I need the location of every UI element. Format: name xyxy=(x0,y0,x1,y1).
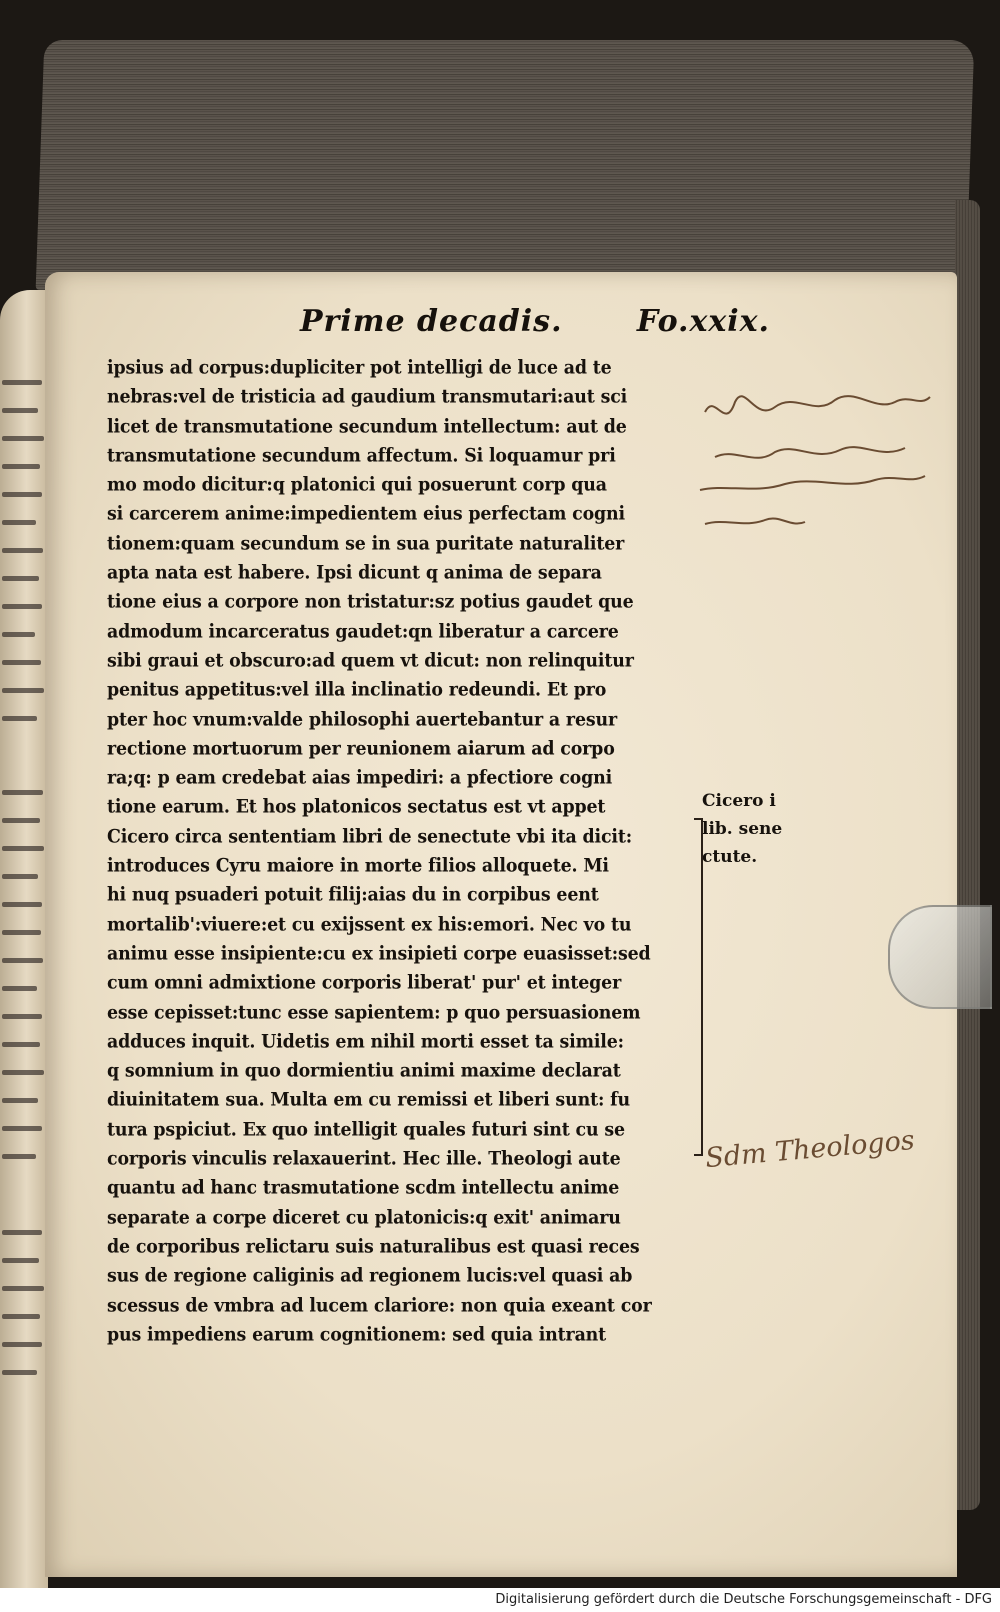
text-line: hi nuq psuaderi potuit filij:aias du in corpibus eent xyxy=(107,884,599,907)
text-line: si carcerem anime:impedientem eius perfectam cogni xyxy=(107,503,626,526)
printed-margin-note xyxy=(702,787,782,871)
text-line: admodum incarceratus gaudet:qn liberatur a carcere xyxy=(107,620,619,643)
text-line: sibi graui et obscuro:ad quem vt dicut: non relinquitur xyxy=(107,650,634,672)
text-line: diuinitatem sua. Multa em cu remissi et liberi sunt: fu xyxy=(107,1089,630,1112)
text-line: tionem:quam secundum se in sua puritate naturaliter xyxy=(107,532,625,555)
text-line: introduces Cyru maiore in morte filios alloquete. Mi xyxy=(107,855,609,877)
text-line: mo modo dicitur:q platonici qui posuerunt corp qua xyxy=(107,474,607,496)
text-line: mortalib':viuere:et cu exijssent ex his:emori. Nec vo tu xyxy=(107,913,632,936)
text-line: de corporibus relictaru suis naturalibus est quasi reces xyxy=(107,1236,640,1258)
text-line: tione earum. Et hos platonicos sectatus est vt appet xyxy=(107,796,606,819)
book-page xyxy=(45,272,957,1577)
margin-note-line: lib. sene xyxy=(702,819,783,839)
running-title: Prime decadis. xyxy=(300,304,563,339)
text-line: transmutatione secundum affectum. Si loquamur pri xyxy=(107,445,616,467)
text-line: cum omni admixtione corporis liberat' pur' et integer xyxy=(107,972,622,994)
page-header xyxy=(300,304,770,344)
handwritten-scribble xyxy=(695,372,955,552)
page-clip xyxy=(888,905,992,1009)
text-line: apta nata est habere. Ipsi dicunt q anima de separa xyxy=(107,562,602,584)
text-line: Cicero circa sententiam libri de senectute vbi ita dicit: xyxy=(107,825,632,848)
handwritten-note: Sdm Theologos xyxy=(704,1124,916,1175)
text-line: ra;q: p eam credebat aias impediri: a pfectiore cogni xyxy=(107,767,613,789)
margin-bracket xyxy=(690,817,710,1157)
text-line: licet de transmutatione secundum intellectum: aut de xyxy=(107,415,627,438)
text-line: penitus appetitus:vel illa inclinatio redeundi. Et pro xyxy=(107,679,607,702)
text-line: rectione mortuorum per reunionem aiarum ad corpo xyxy=(107,738,615,760)
text-line: adduces inquit. Uidetis em nihil morti esset ta simile: xyxy=(107,1030,624,1053)
text-line: scessus de vmbra ad lucem clariore: non quia exeant cor xyxy=(107,1294,652,1317)
text-line: corporis vinculis relaxauerint. Hec ille. Theologi aute xyxy=(107,1148,621,1170)
text-line: pter hoc vnum:valde philosophi auertebantur a resur xyxy=(107,708,618,731)
digitization-footer: Digitalisierung gefördert durch die Deutsche Forschungsgemeinschaft - DFG xyxy=(0,1588,1000,1612)
book-right-edge xyxy=(955,200,980,1510)
margin-note-line: Cicero i xyxy=(702,791,776,811)
text-line: ipsius ad corpus:dupliciter pot intelligi de luce ad te xyxy=(107,357,612,379)
folio-number: Fo.xxix. xyxy=(636,304,770,339)
text-line: tura pspiciut. Ex quo intelligit quales futuri sint cu se xyxy=(107,1118,625,1141)
text-line: pus impediens earum cognitionem: sed quia intrant xyxy=(107,1323,607,1346)
text-line: quantu ad hanc trasmutatione scdm intellectu anime xyxy=(107,1177,620,1200)
book-fore-edge xyxy=(36,40,975,290)
text-line: animu esse insipiente:cu ex insipieti corpe euasisset:sed xyxy=(107,943,651,965)
text-line: esse cepisset:tunc esse sapientem: p quo persuasionem xyxy=(107,1001,641,1024)
text-line: separate a corpe diceret cu platonicis:q exit' animaru xyxy=(107,1206,621,1229)
text-line: nebras:vel de tristicia ad gaudium transmutari:aut sci xyxy=(107,386,628,409)
margin-note-line: ctute. xyxy=(702,847,758,867)
text-line: q somnium in quo dormientiu animi maxime declarat xyxy=(107,1060,621,1082)
text-line: sus de regione caliginis ad regionem lucis:vel quasi ab xyxy=(107,1265,633,1287)
facing-page-edge xyxy=(0,290,48,1590)
text-line: tione eius a corpore non tristatur:sz potius gaudet que xyxy=(107,591,634,614)
body-text xyxy=(107,354,707,1350)
